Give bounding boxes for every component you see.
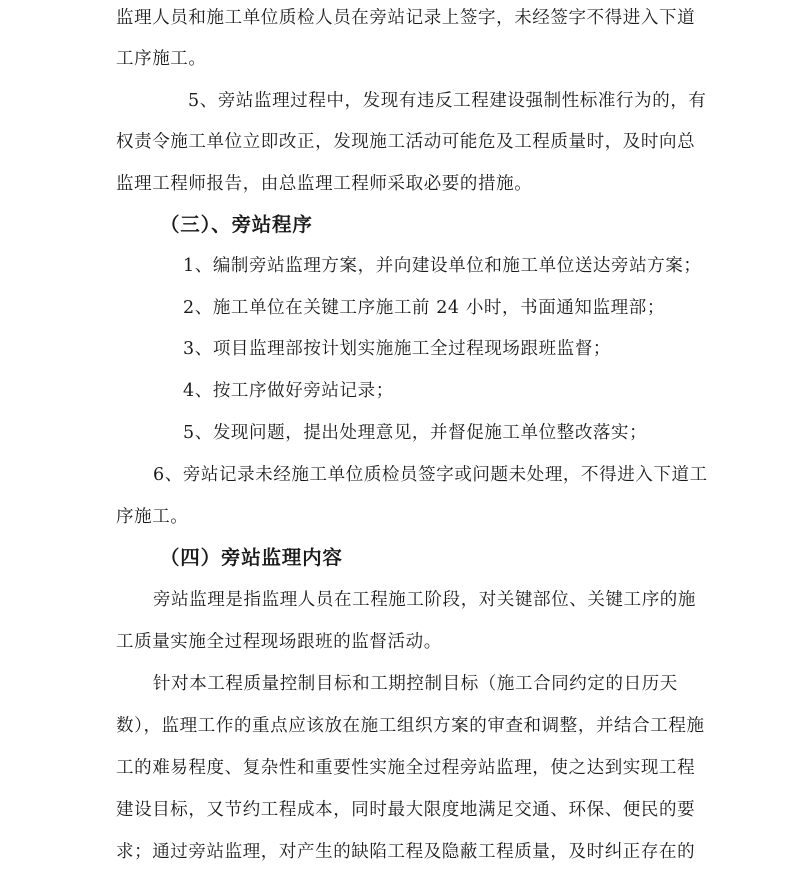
body-line: 5、旁站监理过程中，发现有违反工程建设强制性标准行为的，有	[188, 91, 707, 111]
list-item: 3、项目监理部按计划实施施工全过程现场跟班监督；	[183, 339, 612, 359]
list-item: 5、发现问题，提出处理意见，并督促施工单位整改落实；	[183, 423, 648, 443]
body-line: 权责令施工单位立即改正，发现施工活动可能危及工程质量时，及时向总	[116, 132, 696, 152]
list-item: 1、编制旁站监理方案，并向建设单位和施工单位送达旁站方案；	[183, 256, 702, 276]
section-heading-3: （三）、旁站程序	[160, 213, 313, 236]
body-line: 序施工。	[116, 507, 189, 527]
section-heading-4: （四）旁站监理内容	[160, 546, 343, 569]
list-item: 4、按工序做好旁站记录；	[183, 381, 394, 401]
body-line: 数），监理工作的重点应该放在施工组织方案的审查和调整，并结合工程施	[116, 716, 705, 736]
body-line: 监理人员和施工单位质检人员在旁站记录上签字，未经签字不得进入下道	[116, 8, 696, 28]
body-line: 工质量实施全过程现场跟班的监督活动。	[116, 632, 442, 652]
body-line: 工序施工。	[116, 49, 207, 69]
body-line: 求；通过旁站监理，对产生的缺陷工程及隐蔽工程质量，及时纠正存在的	[116, 842, 696, 862]
body-line: 针对本工程质量控制目标和工期控制目标（施工合同约定的日历天	[153, 674, 678, 694]
body-line: 工的难易程度、复杂性和重要性实施全过程旁站监理，使之达到实现工程	[116, 758, 696, 778]
body-line: 监理工程师报告，由总监理工程师采取必要的措施。	[116, 174, 533, 194]
list-item: 6、旁站记录未经施工单位质检员签字或问题未处理，不得进入下道工	[153, 465, 708, 485]
list-item: 2、施工单位在关键工序施工前 24 小时，书面通知监理部；	[183, 298, 665, 318]
body-line: 旁站监理是指监理人员在工程施工阶段，对关键部位、关键工序的施	[153, 590, 696, 610]
body-line: 建设目标，又节约工程成本，同时最大限度地满足交通、环保、便民的要	[116, 800, 696, 820]
